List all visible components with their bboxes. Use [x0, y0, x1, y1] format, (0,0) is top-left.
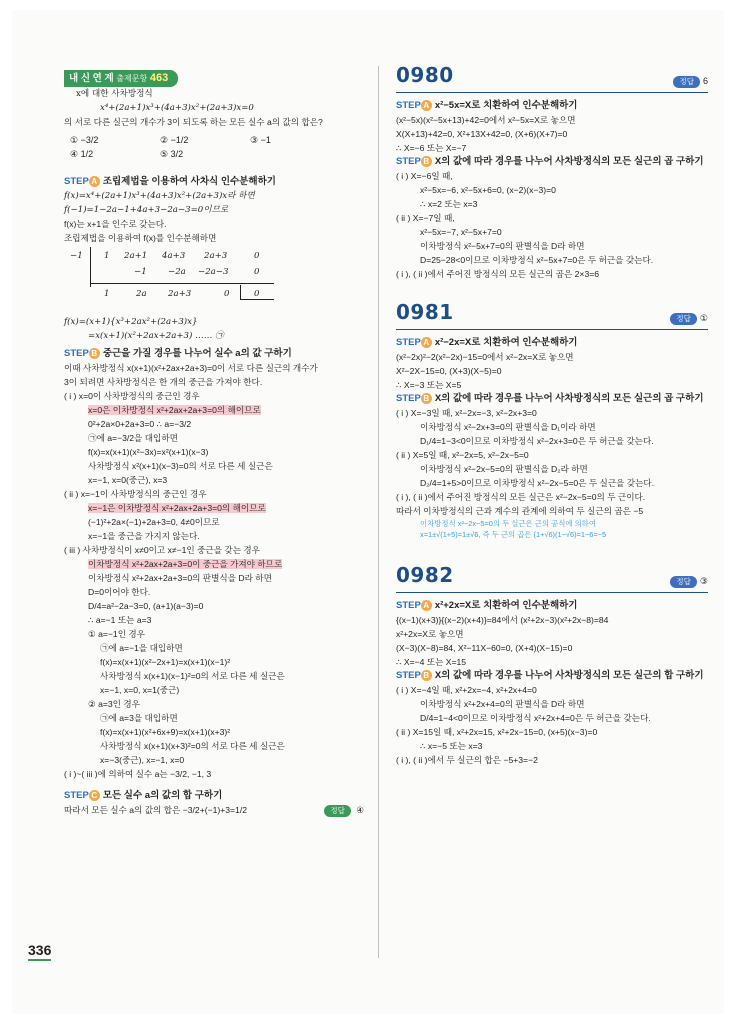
synthetic-division	[64, 247, 364, 313]
syn-cell: 0	[254, 251, 260, 261]
step-title: 모든 실수 a의 값의 합 구하기	[102, 790, 223, 801]
solution-line: ∴ a=−1 또는 a=3	[88, 615, 152, 625]
solution-line: ∴ x=2 또는 x=3	[420, 199, 478, 209]
solution-line: f(x)=x(x+1)(x²+6x+9)=x(x+1)(x+3)²	[100, 727, 231, 737]
solution-line: ( i ) X=−6일 때,	[396, 171, 453, 181]
solution-line: f(x)=x(x+1)(x²−3x)=x²(x+1)(x−3)	[88, 447, 209, 457]
highlighted-line: x=0은 이차방정식 x²+2ax+2a+3=0의 해이므로	[88, 405, 261, 415]
side-note: 이차방정식 x²−2x−5=0의 두 실근은 근의 공식에 의하여	[420, 519, 596, 528]
choices	[70, 133, 364, 161]
solution-line: x²−5x=−6, x²−5x+6=0, (x−2)(x−3)=0	[420, 185, 556, 195]
solution-line: ㉠에 a=−1을 대입하면	[100, 643, 183, 653]
answer-badge: 정답	[670, 313, 697, 325]
answer-value: ④	[356, 805, 364, 815]
solution-line: D/4=a²−2a−3=0, (a+1)(a−3)=0	[88, 601, 204, 611]
solution-line: ∴ X=−4 또는 X=15	[396, 657, 467, 667]
source-label: 내 신 연 계	[69, 73, 114, 84]
solution-line: f(x)=(x+1){x³+2ax²+(2a+3)x}	[64, 317, 198, 327]
solution-line: ( iii ) 사차방정식이 x≠0이고 x≠−1인 중근을 갖는 경우	[64, 545, 260, 555]
syn-cell: 2a+3	[204, 251, 228, 261]
syn-cell: 1	[104, 251, 110, 261]
answer-value: ①	[699, 313, 708, 323]
solution-line: 조립제법을 이용하여 f(x)를 인수분해하면	[64, 233, 217, 243]
solution-line: ( i ) x=0이 사차방정식의 중근인 경우	[64, 391, 200, 401]
solution-line: f(x)=x(x+1)(x²−2x+1)=x(x+1)(x−1)²	[100, 657, 231, 667]
solution-line: f(−1)=1−2a−1+4a+3−2a−3=0이므로	[64, 205, 229, 215]
answer-badge: 정답	[324, 805, 351, 817]
solution-line: x=−3(중근), x=−1, x=0	[100, 755, 185, 765]
solution-line: 따라서 모든 실수 a의 값의 합은 −3/2+(−1)+3=1/2	[64, 805, 247, 815]
step-badge: B	[89, 348, 100, 359]
step-badge: A	[421, 337, 432, 348]
solution-line: (−1)²+2a×(−1)+2a+3=0, 4≠0이므로	[88, 517, 220, 527]
column-divider	[378, 66, 379, 958]
syn-cell: 0	[254, 267, 260, 277]
step-b-header: STEP B X의 값에 따라 경우를 나누어 사차방정식의 모든 실근의 곱 구하기	[396, 393, 704, 404]
syn-cell: 4a+3	[162, 251, 186, 261]
solution-line: 이차방정식 x²−5x+7=0의 판별식을 D라 하면	[420, 241, 585, 251]
solution-line: {(x−1)(x+3)}{(x−2)(x+4)}=84에서 (x²+2x−3)(x²+2x−8)=84	[396, 615, 609, 625]
syn-cell: 0	[254, 289, 260, 299]
step-c-header: STEP C 모든 실수 a의 값의 합 구하기	[64, 790, 223, 801]
choice-5: ⑤ 3/2	[160, 149, 184, 159]
solution-line: ( i ), ( ii )에서 주어진 방정식의 모든 실근은 x²−2x−5=0의 두 근이다.	[396, 492, 646, 502]
step-badge: A	[89, 176, 100, 187]
source-number: 463	[149, 72, 169, 84]
choice-3: ③ −1	[250, 135, 271, 145]
solution-line: x=−1을 중근을 가지지 않는다.	[88, 531, 200, 541]
step-title: x²−2x=X로 치환하여 인수분해하기	[434, 337, 578, 348]
solution-line: 3이 되려면 사차방정식은 한 개의 중근을 가져야 한다.	[64, 377, 263, 387]
source-sub: 출제문항	[116, 74, 148, 83]
solution-line: ( ii ) x=−1이 사차방정식의 중근인 경우	[64, 489, 207, 499]
solution-line: 이때 사차방정식 x(x+1)(x²+2ax+2a+3)=0이 서로 다른 실근의 개수가	[64, 363, 318, 373]
solution-line: x=−1, x=0, x=1(중근)	[100, 685, 180, 695]
solution-line: X(X+13)+42=0, X²+13X+42=0, (X+6)(X+7)=0	[396, 129, 568, 139]
solution-line: ∴ X=−6 또는 X=−7	[396, 143, 467, 153]
solution-line: ( i ), ( ii )에서 두 실근의 합은 −5+3=−2	[396, 755, 538, 765]
solution-line: ∴ x=−5 또는 x=3	[420, 741, 483, 751]
step-b-header: STEP B 중근을 가질 경우를 나누어 실수 a의 값 구하기	[64, 348, 292, 359]
step-title: X의 값에 따라 경우를 나누어 사차방정식의 모든 실근의 곱 구하기	[434, 393, 704, 404]
syn-cell: 1	[104, 289, 110, 299]
solution-line: 이차방정식 x²+2ax+2a+3=0의 판별식을 D라 하면	[88, 573, 272, 583]
highlighted-line: x=−1은 이차방정식 x²+2ax+2a+3=0의 해이므로	[88, 503, 266, 513]
step-badge: C	[89, 790, 100, 801]
problem-header	[396, 563, 708, 593]
choice-2: ② −1/2	[160, 135, 189, 145]
problem-line: 의 서로 다른 실근의 개수가 3이 되도록 하는 모든 실수 a의 값의 합은?	[64, 117, 323, 127]
synthetic-divisor: −1	[70, 251, 83, 261]
page-number: 336	[28, 942, 51, 961]
step-title: 조립제법을 이용하여 사차식 인수분해하기	[102, 176, 276, 187]
solution-line: ∴ X=−3 또는 X=5	[396, 380, 462, 390]
solution-line: D₂/4=1+5>0이므로 이차방정식 x²−2x−5=0은 두 실근을 갖는다.	[420, 478, 655, 488]
solution-line: ( ii ) X=15일 때, x²+2x=15, x²+2x−15=0, (x+5)(x−3)=0	[396, 727, 598, 737]
step-badge: A	[421, 100, 432, 111]
solution-line: ( ii ) X=−7일 때,	[396, 213, 455, 223]
solution-line: (x²−5x)(x²−5x+13)+42=0에서 x²−5x=X로 놓으면	[396, 115, 576, 125]
solution-line: 사차방정식 x(x+1)(x+3)²=0의 서로 다른 세 실근은	[100, 741, 285, 751]
solution-line: ( i )~( iii )에 의하여 실수 a는 −3/2, −1, 3	[64, 769, 212, 779]
syn-cell: −1	[134, 267, 147, 277]
solution-line: ㉠에 a=−3/2을 대입하면	[88, 433, 178, 443]
answer-badge: 정답	[673, 76, 700, 88]
syn-cell: −2a−3	[198, 267, 229, 277]
solution-line: f(x)는 x+1을 인수로 갖는다.	[64, 219, 167, 229]
problem-header	[396, 300, 708, 330]
step-a-header: STEP A x²−5x=X로 치환하여 인수분해하기	[396, 100, 578, 111]
solution-line: D₁/4=1−3<0이므로 이차방정식 x²−2x+3=0은 두 허근을 갖는다.	[420, 436, 654, 446]
syn-cell: 2a+1	[124, 251, 148, 261]
step-badge: A	[421, 600, 432, 611]
choice-4: ④ 1/2	[70, 149, 94, 159]
right-column	[396, 63, 708, 767]
solution-line: 이차방정식 x²−2x+3=0의 판별식을 D₁이라 하면	[420, 422, 596, 432]
solution-line: ① a=−1인 경우	[88, 629, 145, 639]
solution-line: D=0이어야 한다.	[88, 587, 151, 597]
highlighted-line: 이차방정식 x²+2ax+2a+3=0이 중근을 가져야 하므로	[88, 559, 283, 569]
solution-line: ( ii ) X=5일 때, x²−2x=5, x²−2x−5=0	[396, 450, 529, 460]
step-a-header: STEP A 조립제법을 이용하여 사차식 인수분해하기	[64, 176, 276, 187]
solution-line: x²+2x=X로 놓으면	[396, 629, 464, 639]
step-b-header: STEP B X의 값에 따라 경우를 나누어 사차방정식의 모든 실근의 합 구하기	[396, 670, 704, 681]
solution-line: x²−5x=−7, x²−5x+7=0	[420, 227, 502, 237]
solution-line: 사차방정식 x²(x+1)(x−3)=0의 서로 다른 세 실근은	[88, 461, 273, 471]
solution-line: =x(x+1)(x²+2ax+2a+3) …… ㉠	[88, 331, 224, 341]
syn-cell: 2a	[136, 289, 147, 299]
syn-cell: 2a+3	[168, 289, 192, 299]
solution-line: X²−2X−15=0, (X+3)(X−5)=0	[396, 366, 502, 376]
solution-line: ( i ) X=−3일 때, x²−2x=−3, x²−2x+3=0	[396, 408, 537, 418]
solution-line: 이차방정식 x²+2x+4=0의 판별식을 D라 하면	[420, 699, 585, 709]
side-note: x=1±√(1+5)=1±√6, 즉 두 근의 곱은 (1+√6)(1−√6)=1−6=−5	[420, 530, 607, 539]
step-a-header: STEP A x²+2x=X로 치환하여 인수분해하기	[396, 600, 578, 611]
source-tab	[64, 70, 178, 87]
solution-line: D=25−28<0이므로 이차방정식 x²−5x+7=0은 두 허근을 갖는다.	[420, 255, 654, 265]
solution-line: (x²−2x)²−2(x²−2x)−15=0에서 x²−2x=X로 놓으면	[396, 352, 574, 362]
solution-line: (X−3)(X−8)=84, X²−11X−60=0, (X+4)(X−15)=0	[396, 643, 573, 653]
step-title: X의 값에 따라 경우를 나누어 사차방정식의 모든 실근의 합 구하기	[434, 670, 704, 681]
step-badge: B	[421, 670, 432, 681]
solution-line: D/4=1−4<0이므로 이차방정식 x²+2x+4=0은 두 허근을 갖는다.	[420, 713, 651, 723]
solution-line: 사차방정식 x(x+1)(x−1)²=0의 서로 다른 세 실근은	[100, 671, 285, 681]
left-column	[64, 70, 364, 817]
problem-line: x에 대한 사차방정식	[76, 89, 153, 99]
solution-line: 이차방정식 x²−2x−5=0의 판별식을 D₂라 하면	[420, 464, 588, 474]
problem-number: 0982	[396, 563, 454, 587]
answer-value: 6	[702, 76, 708, 86]
step-a-header: STEP A x²−2x=X로 치환하여 인수분해하기	[396, 337, 578, 348]
solution-line: ( i ), ( ii )에서 주어진 방정식의 모든 실근의 곱은 2×3=6	[396, 269, 600, 279]
solution-line: x=−1, x=0(중근), x=3	[88, 475, 168, 485]
step-title: x²+2x=X로 치환하여 인수분해하기	[434, 600, 578, 611]
syn-cell: 0	[224, 289, 230, 299]
step-title: 중근을 가질 경우를 나누어 실수 a의 값 구하기	[102, 348, 292, 359]
step-b-header: STEP B X의 값에 따라 경우를 나누어 사차방정식의 모든 실근의 곱 구하기	[396, 156, 704, 167]
step-title: X의 값에 따라 경우를 나누어 사차방정식의 모든 실근의 곱 구하기	[434, 156, 704, 167]
solution-line: ㉠에 a=3을 대입하면	[100, 713, 178, 723]
step-title: x²−5x=X로 치환하여 인수분해하기	[434, 100, 578, 111]
solution-line: f(x)=x⁴+(2a+1)x³+(4a+3)x²+(2a+3)x라 하면	[64, 191, 255, 201]
solution-line: 따라서 이차방정식의 근과 계수의 관계에 의하여 두 실근의 곱은 −5	[396, 506, 644, 516]
answer-value: ③	[699, 576, 708, 586]
problem-header	[396, 63, 708, 93]
solution-line: ( i ) X=−4일 때, x²+2x=−4, x²+2x+4=0	[396, 685, 537, 695]
step-badge: B	[421, 393, 432, 404]
problem-number: 0981	[396, 300, 454, 324]
choice-1: ① −3/2	[70, 135, 99, 145]
solution-line: 0²+2a×0+2a+3=0 ∴ a=−3/2	[88, 419, 192, 429]
solution-line: ② a=3인 경우	[88, 699, 140, 709]
step-badge: B	[421, 156, 432, 167]
syn-cell: −2a	[168, 267, 186, 277]
answer-badge: 정답	[670, 576, 697, 588]
problem-equation: x⁴+(2a+1)x³+(4a+3)x²+(2a+3)x=0	[100, 103, 254, 113]
problem-number: 0980	[396, 63, 454, 87]
